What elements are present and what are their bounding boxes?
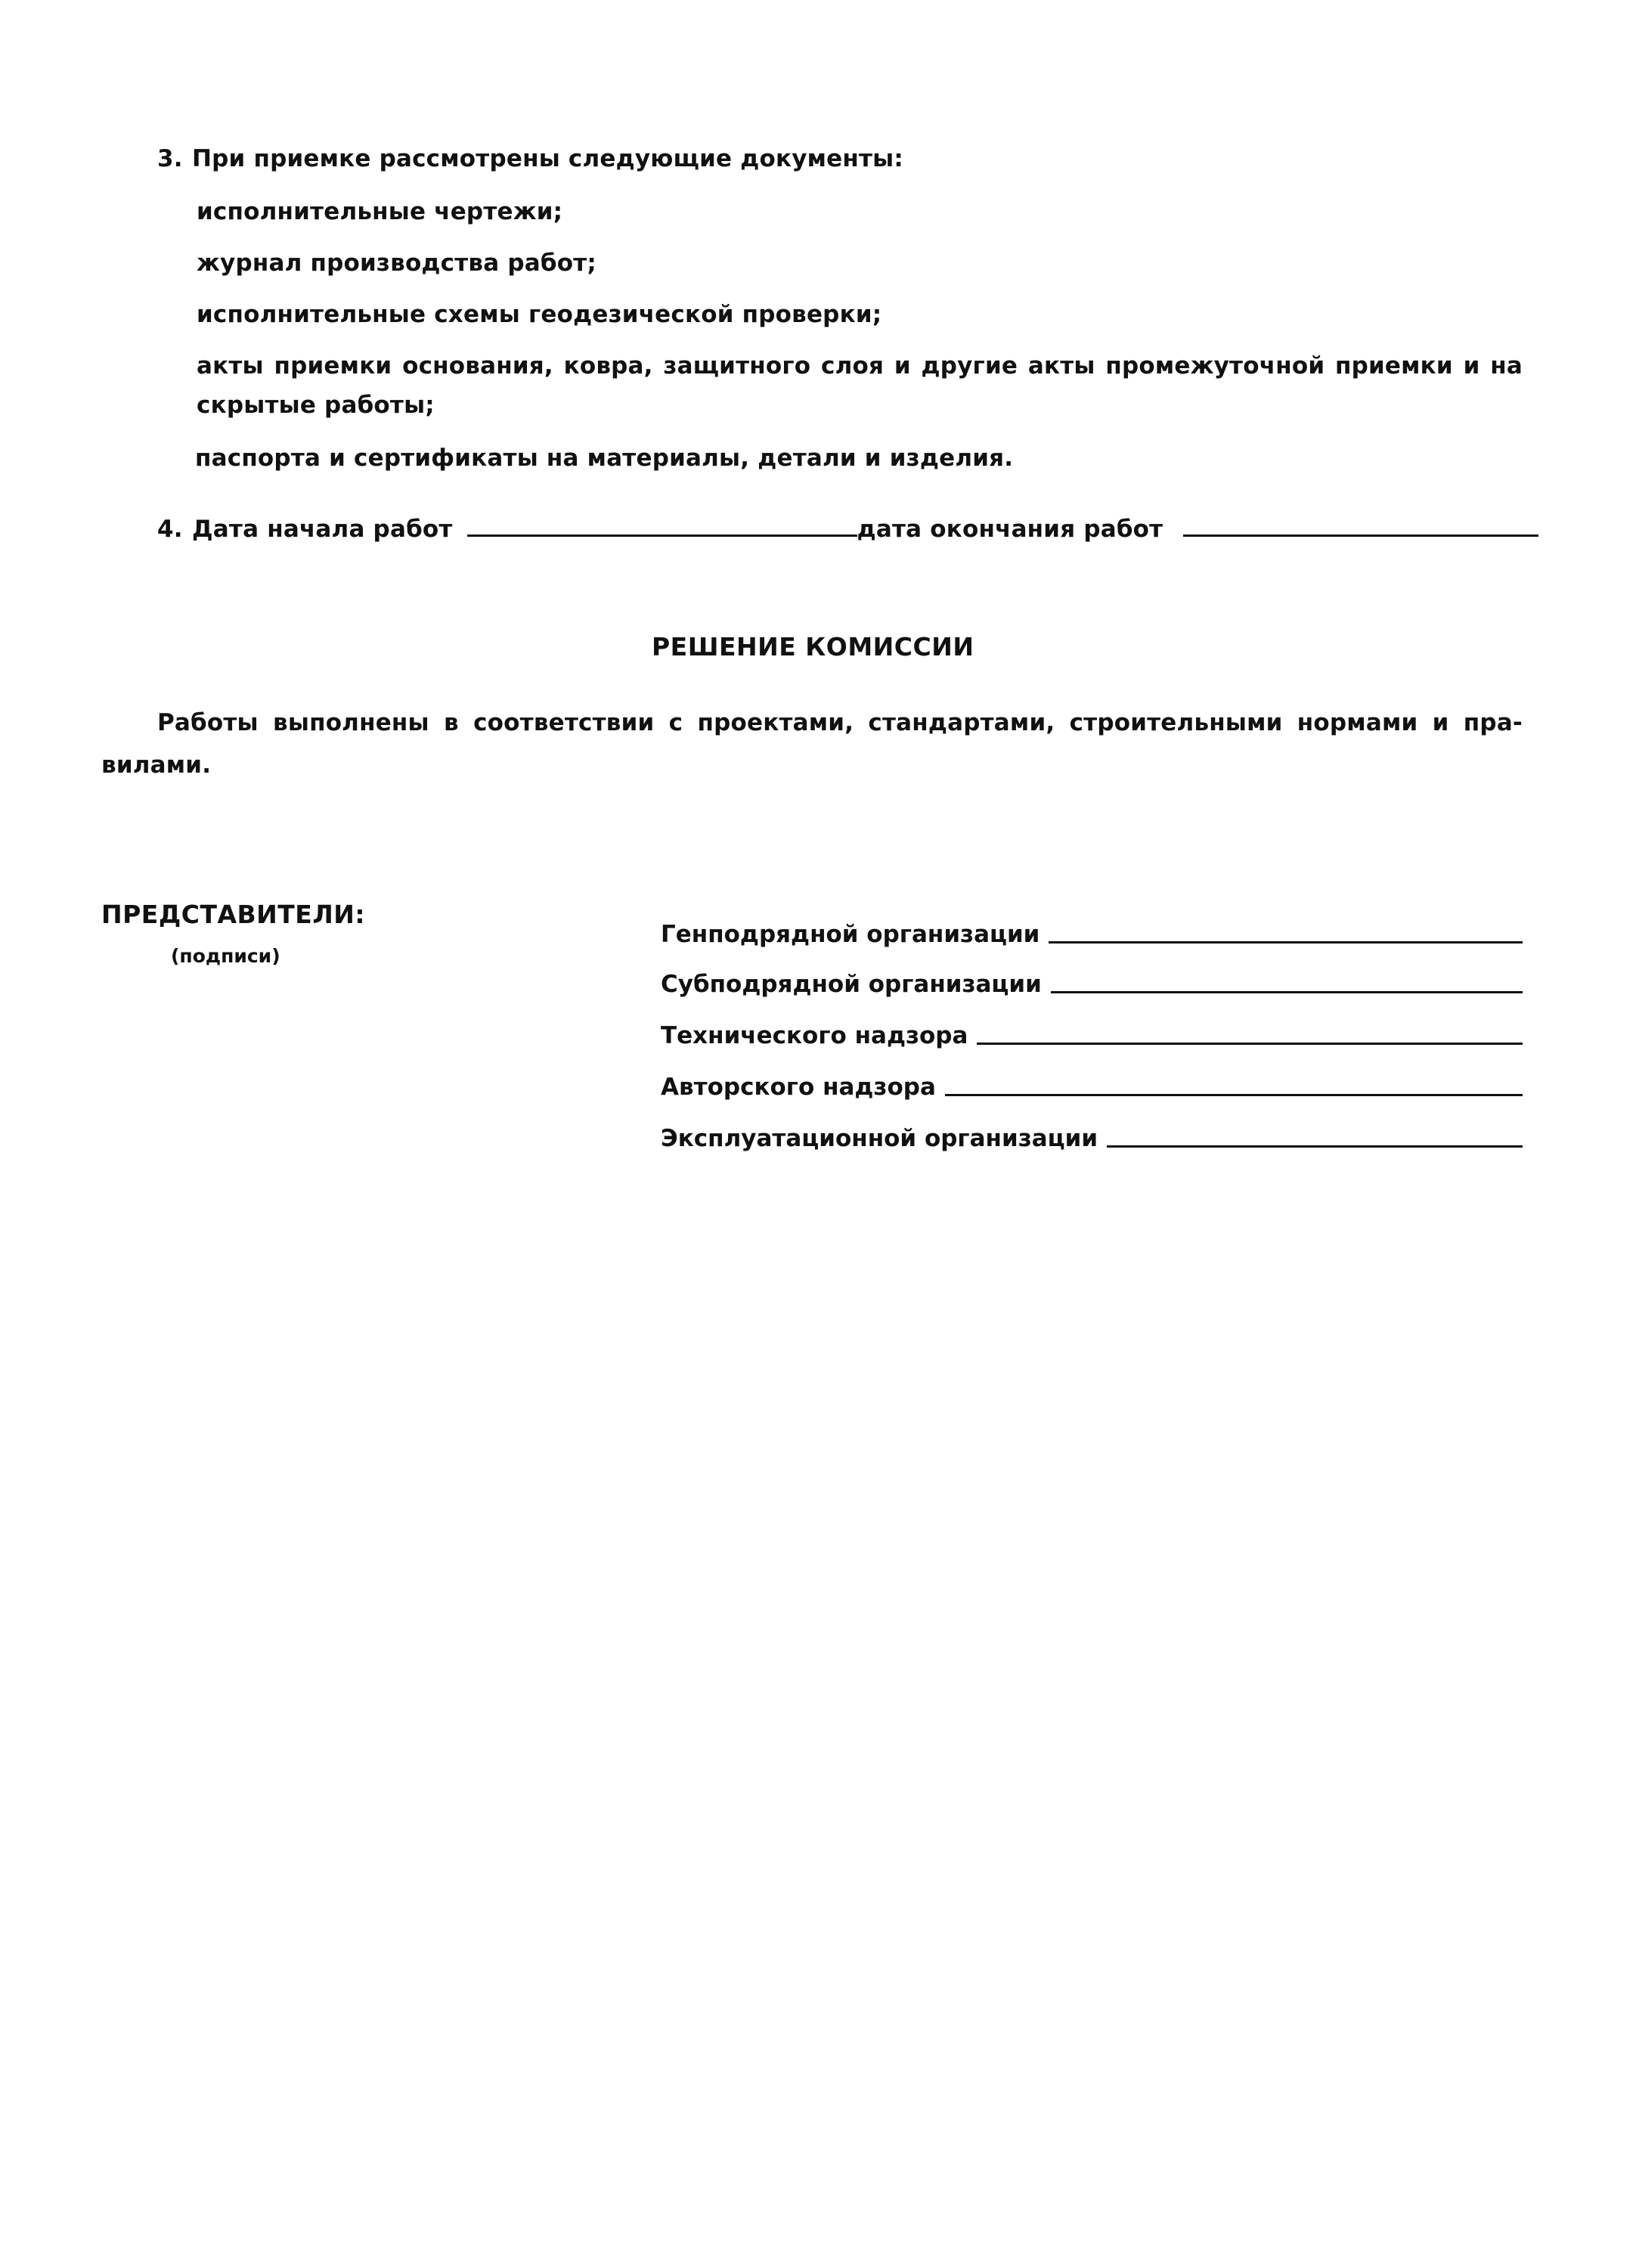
signature-field[interactable] bbox=[1049, 941, 1523, 943]
end-date-field[interactable] bbox=[1183, 516, 1538, 537]
signature-label: Технического надзора bbox=[661, 1022, 968, 1049]
start-date-field[interactable] bbox=[467, 516, 857, 537]
section-4-number: 4. bbox=[157, 516, 183, 543]
signature-technical-supervision bbox=[661, 1022, 1523, 1049]
representatives-heading: ПРЕДСТАВИТЕЛИ: bbox=[101, 900, 366, 929]
section-3-title bbox=[157, 145, 903, 172]
doc-item-drawings: исполнительные чертежи; bbox=[197, 198, 563, 225]
decision-text-line2: вилами. bbox=[101, 751, 212, 779]
signatures-note: (подписи) bbox=[171, 945, 280, 967]
section-3-title-text: При приемке рассмотрены следующие документы: bbox=[192, 145, 903, 172]
signature-label: Субподрядной организации bbox=[661, 971, 1042, 998]
signature-label: Эксплуатационной организации bbox=[661, 1125, 1098, 1152]
section-3-number: 3. bbox=[157, 145, 183, 172]
start-date-label: Дата начала работ bbox=[192, 516, 453, 543]
doc-item-work-log: журнал производства работ; bbox=[197, 249, 596, 277]
signature-general-contractor bbox=[661, 921, 1523, 948]
signature-label: Генподрядной организации bbox=[661, 921, 1040, 948]
signature-label: Авторского надзора bbox=[661, 1074, 936, 1101]
signature-author-supervision bbox=[661, 1074, 1523, 1101]
doc-item-geodetic-schemes: исполнительные схемы геодезической проверки; bbox=[197, 301, 882, 328]
signature-field[interactable] bbox=[1107, 1145, 1523, 1148]
signature-field[interactable] bbox=[977, 1043, 1523, 1045]
signature-field[interactable] bbox=[1051, 991, 1523, 993]
signature-operating-organization bbox=[661, 1125, 1523, 1152]
signature-field[interactable] bbox=[945, 1094, 1523, 1096]
doc-item-acts-line1: акты приемки основания, ковра, защитного слоя и другие акты промежуточной приемки и на bbox=[197, 352, 1523, 380]
doc-item-passports: паспорта и сертификаты на материалы, детали и изделия. bbox=[195, 445, 1014, 472]
decision-heading: РЕШЕНИЕ КОМИССИИ bbox=[652, 632, 974, 662]
section-4-dates bbox=[157, 516, 1538, 543]
signature-subcontractor bbox=[661, 971, 1523, 998]
end-date-label: дата окончания работ bbox=[857, 516, 1163, 543]
doc-item-acts-line2: скрытые работы; bbox=[197, 392, 435, 419]
decision-text-line1: Работы выполнены в соответствии с проектами, стандартами, строительными нормами и пра- bbox=[157, 709, 1523, 736]
